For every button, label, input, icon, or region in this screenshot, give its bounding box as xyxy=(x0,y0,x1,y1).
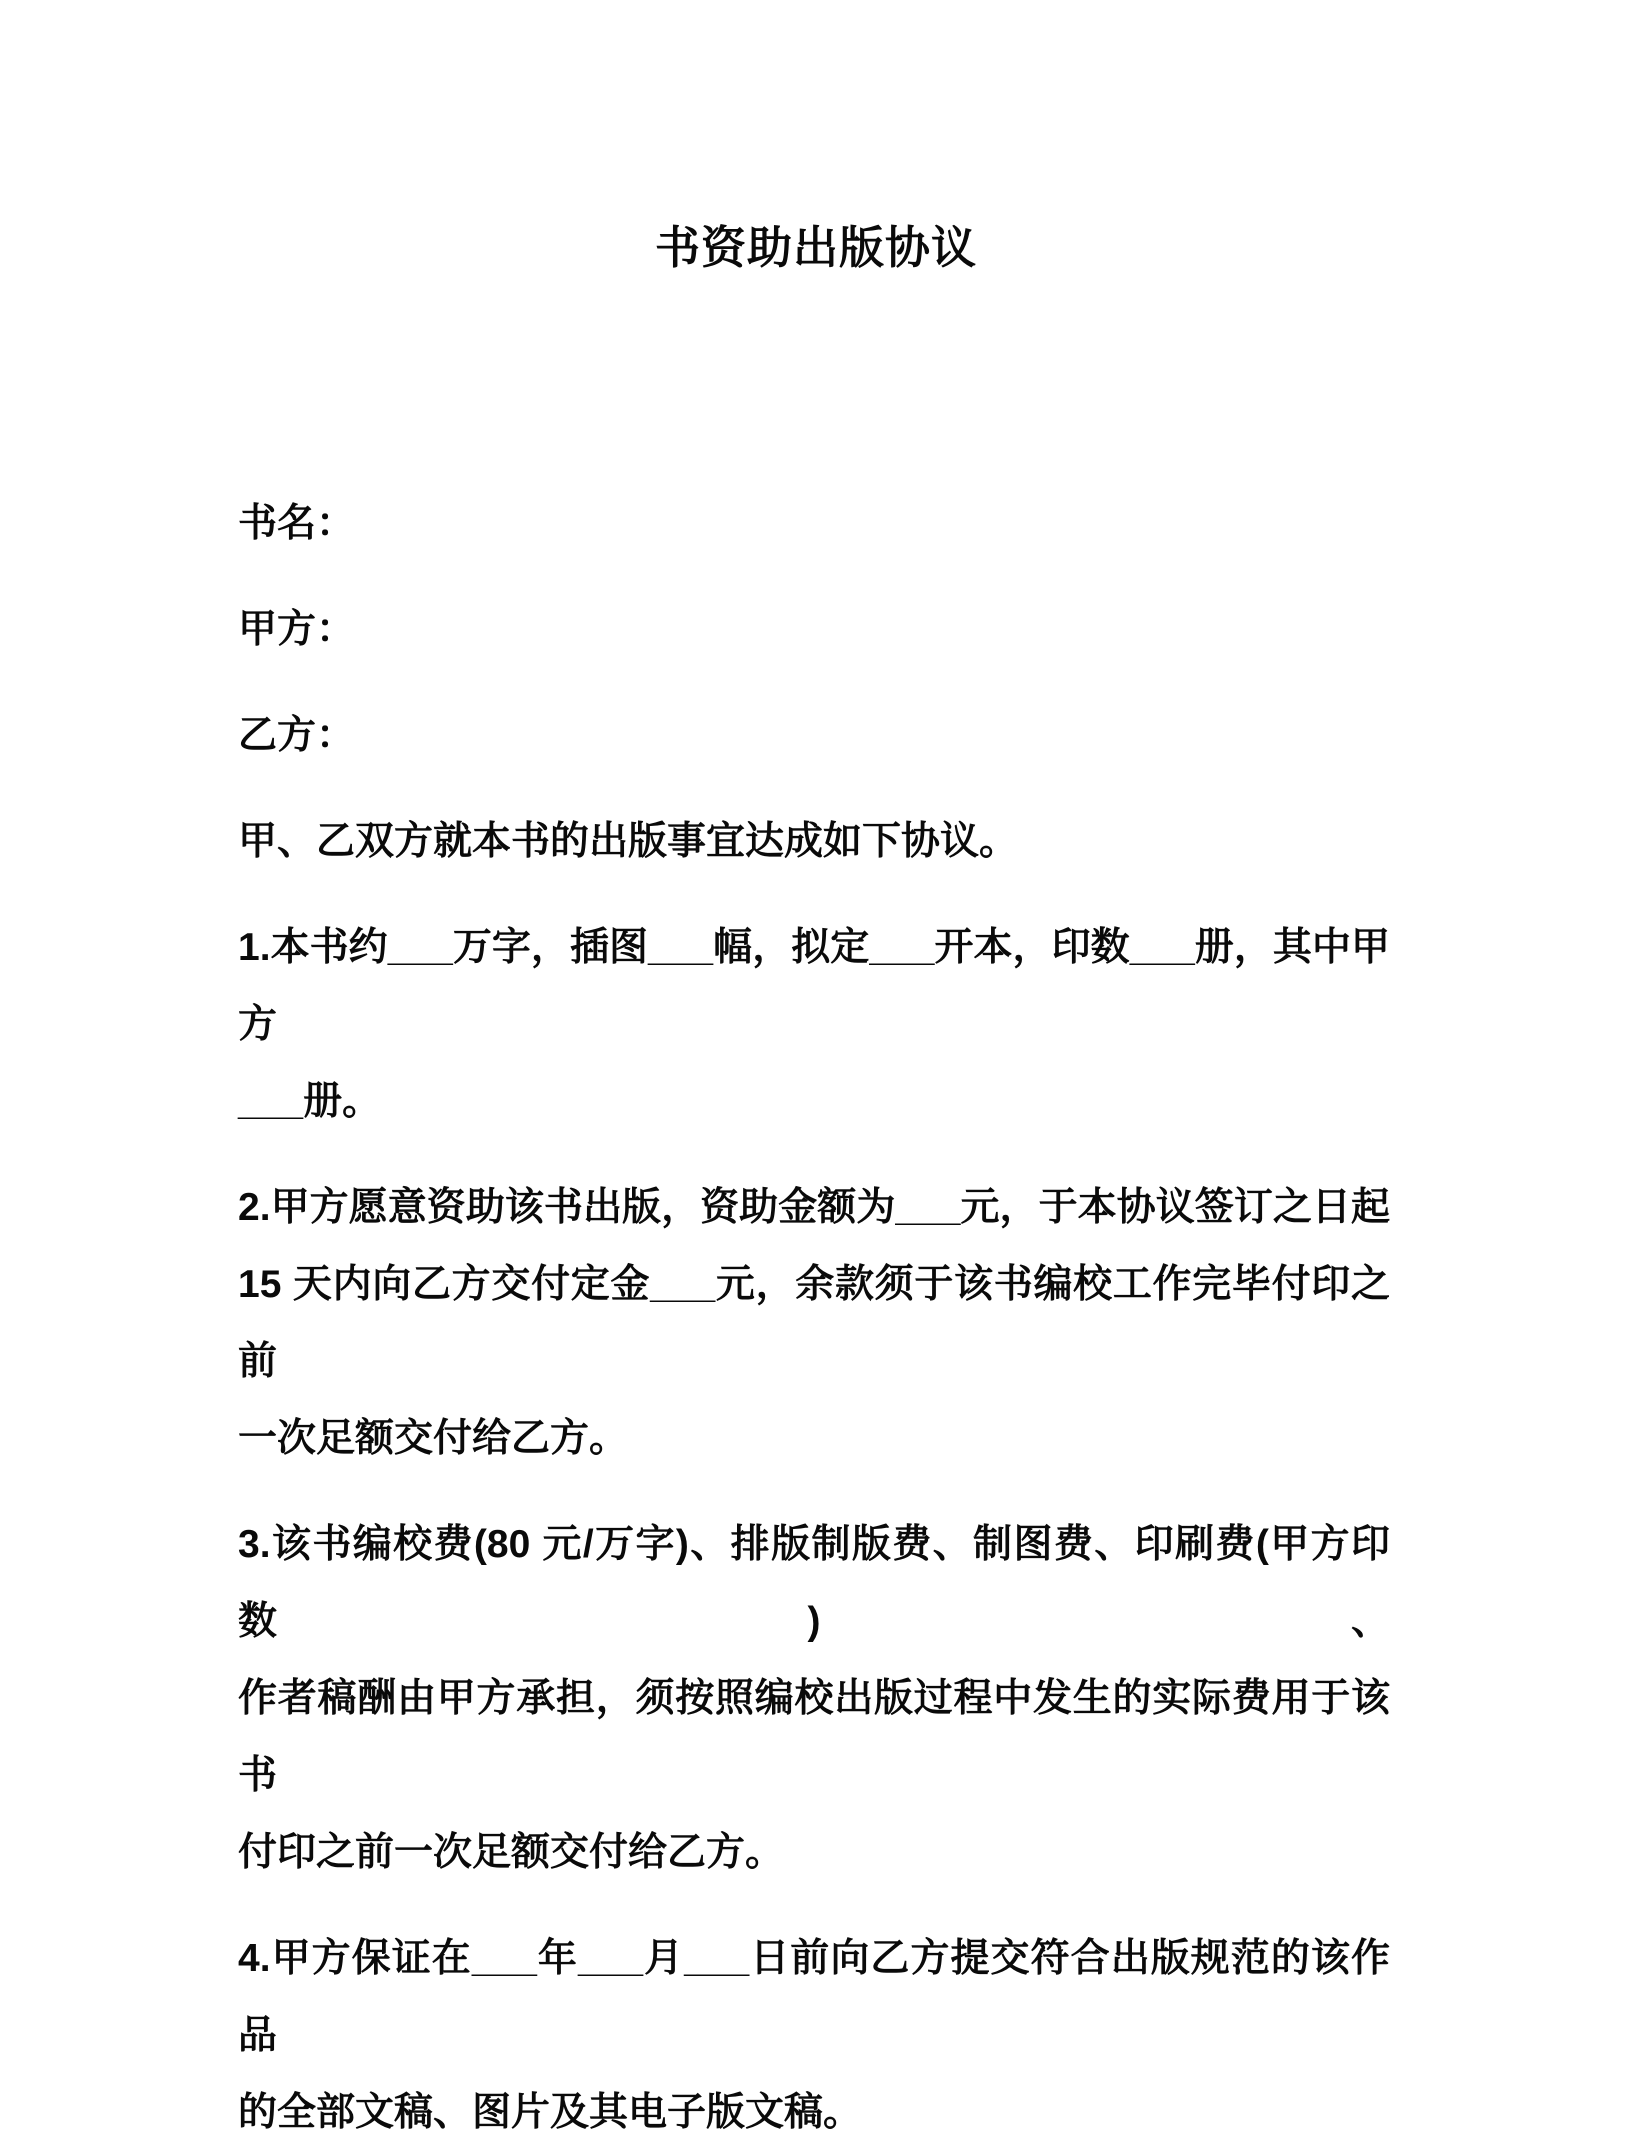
clause-4 xyxy=(238,1920,1390,2151)
clause-1 xyxy=(238,909,1390,1140)
text-line: 一次足额交付给乙方。 xyxy=(238,1417,629,1460)
text-line: 15 天内向乙方交付定金___元，余款须于该书编校工作完毕付印之前 xyxy=(238,1263,1390,1383)
intro-paragraph xyxy=(238,803,1390,880)
text-line: 付印之前一次足额交付给乙方。 xyxy=(238,1831,785,1874)
text-line: 乙方： xyxy=(238,714,356,757)
text-line: 甲、乙双方就本书的出版事宜达成如下协议。 xyxy=(238,820,1019,863)
document-body xyxy=(238,485,1390,2151)
text-line: 4.甲方保证在___年___月___日前向乙方提交符合出版规范的该作品 xyxy=(238,1937,1390,2057)
field-party-b xyxy=(238,697,1390,774)
text-line: 3.该书编校费(80 元/万字)、排版制版费、制图费、印刷费(甲方印数)、 xyxy=(238,1523,1390,1643)
text-line: 的全部文稿、图片及其电子版文稿。 xyxy=(238,2091,863,2134)
clause-2 xyxy=(238,1169,1390,1477)
field-party-a xyxy=(238,591,1390,668)
clause-3 xyxy=(238,1506,1390,1891)
text-line: 作者稿酬由甲方承担，须按照编校出版过程中发生的实际费用于该书 xyxy=(238,1677,1390,1797)
text-line: 2.甲方愿意资助该书出版，资助金额为___元，于本协议签订之日起 xyxy=(238,1186,1390,1229)
text-line: 1.本书约___万字，插图___幅，拟定___开本，印数___册，其中甲方 xyxy=(238,926,1390,1046)
text-line: 甲方： xyxy=(238,608,356,651)
field-book-name xyxy=(238,485,1390,562)
document-title: 书资助出版协议 xyxy=(654,222,977,273)
text-line: ___册。 xyxy=(238,1080,382,1123)
text-line: 书名： xyxy=(238,502,356,545)
